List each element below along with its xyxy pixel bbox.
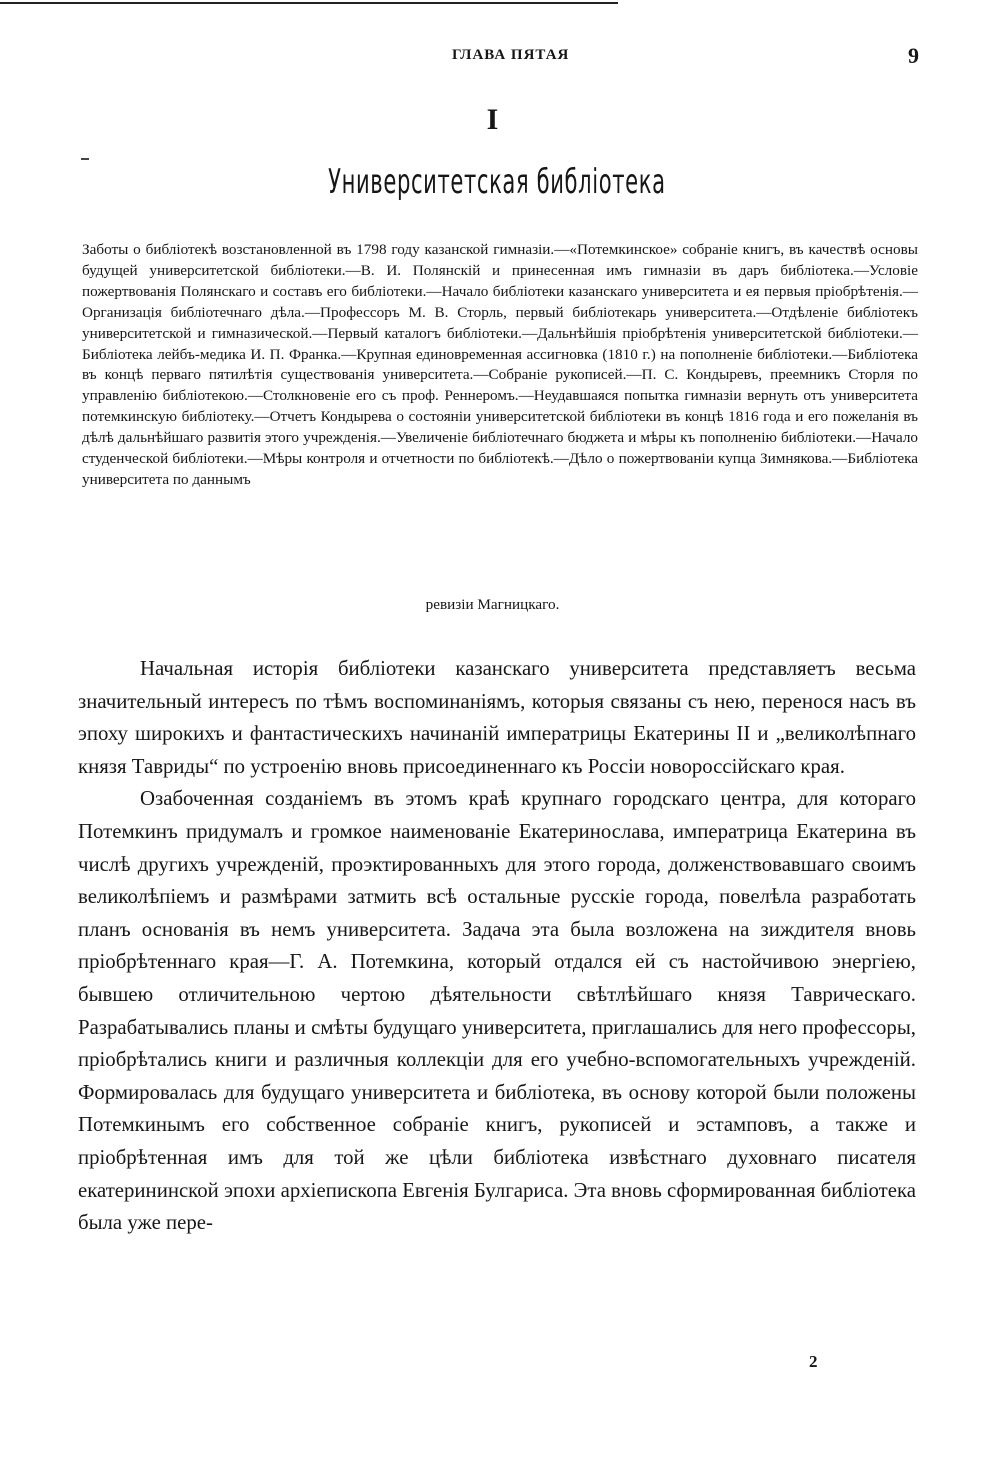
running-head: ГЛАВА ПЯТАЯ bbox=[452, 47, 570, 63]
chapter-summary-last-line: ревизіи Магницкаго. bbox=[425, 596, 560, 613]
body-paragraph-2: Озабоченная созданіемъ въ этомъ краѣ крупнаго городскаго центра, для котораго Потемкинъ придумалъ и громкое наименованіе Екатеринослава, императрица Екатерина въ числѣ другихъ учрежденій, проэктированныхъ для этого города, долженствовавшаго своимъ великолѣпіемъ и размѣрами затмить всѣ остальные русскіе города, повелѣла разработать планъ основанія въ немъ университета. Задача эта была возложена на зиждителя вновь пріобрѣтеннаго края—Г. А. Потемкина, который отдался ей съ настойчивою энергіею, бывшею отличительною чертою дѣятельности свѣтлѣйшаго князя Таврическаго. Разрабатывались планы и смѣты будущаго университета, приглашались для него профессоры, пріобрѣтались книги и различныя коллекціи для его учебно-вспомогательныхъ учрежденій. Формировалась для будущаго университета и библіотека, въ основу которой были положены Потемкинымъ его собственное собраніе книгъ, рукописей и эстамповъ, а также и пріобрѣтенная имъ для той же цѣли библіотека извѣстнаго духовнаго писателя екатерининской эпохи архіепископа Евгенія Булгариса. Эта вновь сформированная библіотека была уже пере- bbox=[78, 787, 916, 1235]
sheet-signature: 2 bbox=[809, 1352, 818, 1371]
chapter-title: Университетская библіотека bbox=[328, 162, 666, 202]
chapter-summary: Заботы о библіотекѣ возстановленной въ 1798 году казанской гимназіи.—«Потемкинское» собраніе книгъ, въ качествѣ основы будущей университетской библіотеки.—В. И. Полянскій и принесенная имъ гимназіи въ даръ библіотека.—Условіе пожертвованія Полянскаго и составъ его библіотеки.—Начало библіотеки казанскаго университета и ея первыя пріобрѣтенія.—Организація библіотечнаго дѣла.—Профессоръ М. В. Сторль, первый библіотекарь университета.—Отдѣленіе библіотекъ университетской и гимназической.—Первый каталогъ библіотеки.—Дальнѣйшія пріобрѣтенія университетской библіотеки.—Библіотека лейбъ-медика И. П. Франка.—Крупная единовременная ассигновка (1810 г.) на пополненіе библіотеки.—Библіотека въ концѣ перваго пятилѣтія существованія университета.—Собраніе рукописей.—П. С. Кондыревъ, преемникъ Сторля по управленію библіотекою.—Столкновеніе его съ проф. Реннеромъ.—Неудавшаяся попытка гимназіи вернуть отъ университета потемкинскую библіотеку.—Отчетъ Кондырева о состояніи университетской библіотеки въ концѣ 1816 года и его пожеланія въ дѣлѣ дальнѣйшаго развитія этого учрежденія.—Увеличеніе библіотечнаго бюджета и мѣры къ пополненію библіотеки.—Начало студенческой библіотеки.—Мѣры контроля и отчетности по библіотекѣ.—Дѣло о пожертвованіи купца Зимнякова.—Библіотека университета по даннымъ bbox=[82, 241, 918, 488]
page-number: 9 bbox=[908, 43, 919, 68]
top-rule bbox=[0, 2, 618, 4]
body-text bbox=[78, 653, 916, 1240]
body-paragraph-1: Начальная исторія библіотеки казанскаго университета представляетъ весьма значительный интересъ по тѣмъ воспоминаніямъ, которыя связаны съ нею, перенося насъ въ эпоху широкихъ и фантастическихъ начинаній императрицы Екатерины II и „великолѣпнаго князя Тавриды“ по устроенію вновь присоединеннаго къ Россіи новороссійскаго края. bbox=[78, 657, 916, 778]
margin-dash-mark bbox=[81, 158, 89, 160]
section-numeral: I bbox=[486, 103, 499, 136]
